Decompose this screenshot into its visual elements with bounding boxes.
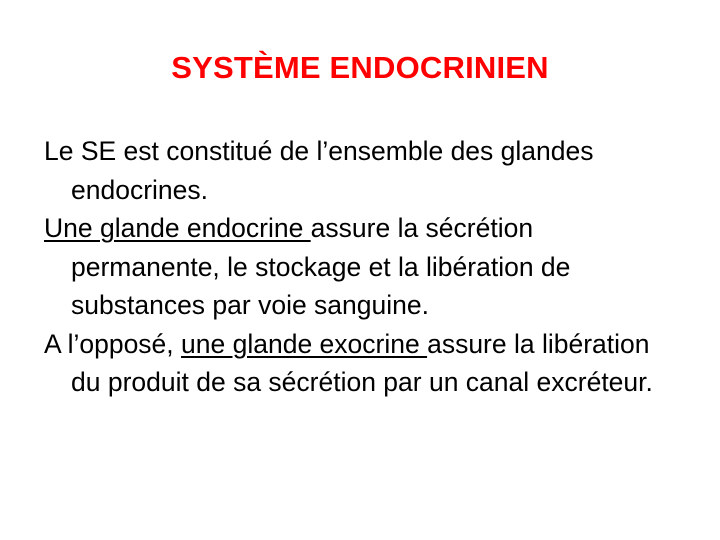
term-exocrine-gland: une glande exocrine xyxy=(181,328,428,359)
paragraph-endocrine-gland xyxy=(44,209,684,325)
term-endocrine-gland: Une glande endocrine xyxy=(44,213,311,243)
paragraph-definition xyxy=(44,132,684,209)
paragraph-exocrine-gland xyxy=(44,325,684,402)
slide-title: SYSTÈME ENDOCRINIEN xyxy=(171,50,549,85)
paragraph-text: Le SE est constitué de l’ensemble des glandes endocrines. xyxy=(44,136,594,205)
slide-body xyxy=(44,132,684,402)
paragraph-text: assure la sécrétion permanente, le stockage et la libération de substances par voie sanguine. xyxy=(71,213,571,320)
paragraph-text: assure la libération du produit de sa sécrétion par un canal excréteur. xyxy=(71,328,653,397)
paragraph-prefix: A l’opposé, xyxy=(44,328,182,359)
